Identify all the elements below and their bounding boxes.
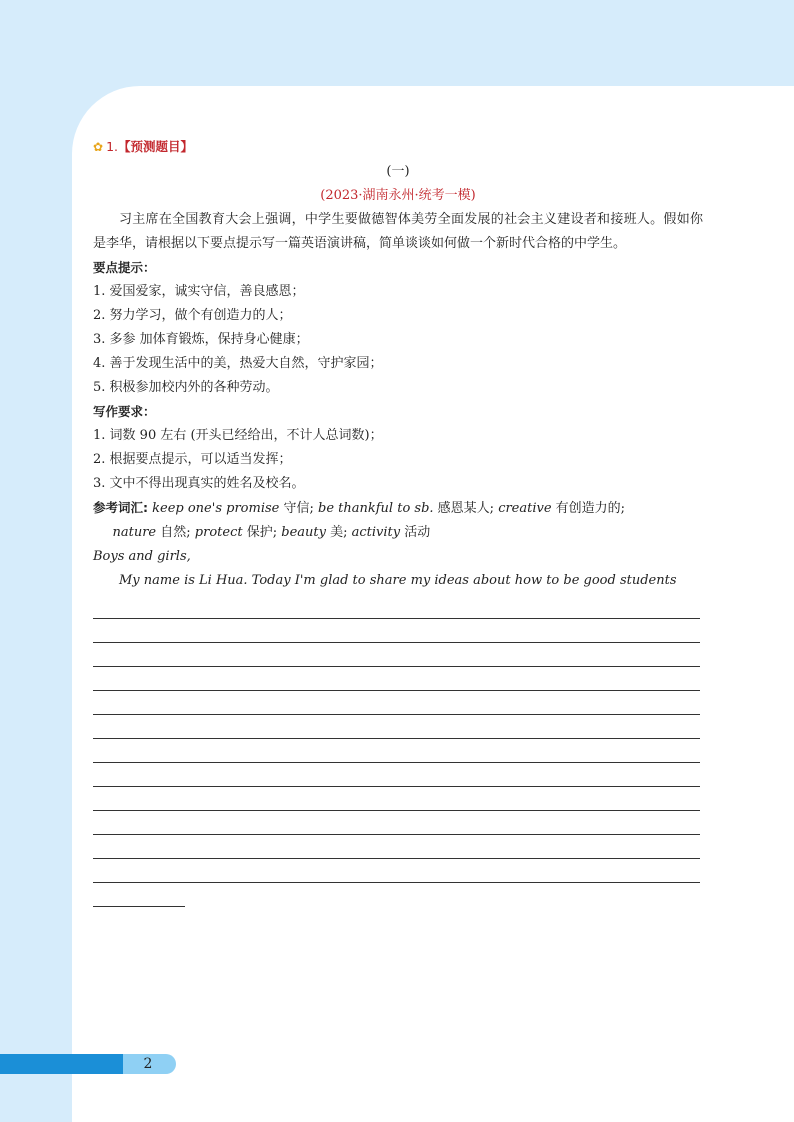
vocab-term: nature bbox=[112, 525, 157, 540]
vocab-term: creative bbox=[498, 501, 552, 516]
vocab-term: activity bbox=[351, 525, 401, 540]
greeting-text: Boys and girls, bbox=[93, 549, 191, 564]
vocab-term: keep one's promise bbox=[152, 501, 280, 516]
answer-line[interactable] bbox=[93, 619, 700, 643]
vocab-meaning: 活动 bbox=[400, 525, 431, 540]
point-item: 5. 积极参加校内外的各种劳动。 bbox=[93, 380, 279, 395]
vocab-term: protect bbox=[194, 525, 243, 540]
answer-line[interactable] bbox=[93, 859, 700, 883]
point-item: 1. 爱国爱家，诚实守信，善良感恩； bbox=[93, 284, 305, 299]
answer-line[interactable] bbox=[93, 643, 700, 667]
answer-line[interactable] bbox=[93, 763, 700, 787]
answer-line[interactable] bbox=[93, 691, 700, 715]
answer-line[interactable] bbox=[93, 811, 700, 835]
vocab-meaning: 自然; bbox=[156, 525, 195, 540]
vocab-line-1 bbox=[93, 496, 703, 521]
answer-line[interactable] bbox=[93, 787, 700, 811]
answer-lines[interactable] bbox=[93, 595, 703, 907]
vocab-meaning: 守信; bbox=[279, 501, 318, 516]
point-item: 2. 努力学习，做个有创造力的人； bbox=[93, 308, 292, 323]
section-label: (一) bbox=[386, 164, 410, 179]
answer-line[interactable] bbox=[93, 835, 700, 859]
vocab-term: beauty bbox=[281, 525, 326, 540]
vocab-meaning: 有创造力的; bbox=[551, 501, 626, 516]
question-tag: 【预测题目】 bbox=[118, 139, 194, 154]
opening-text: My name is Li Hua. Today I'm glad to share my ideas about how to be good students bbox=[119, 573, 677, 588]
point-item: 4. 善于发现生活中的美，热爱大自然，守护家园； bbox=[93, 356, 383, 371]
requirement-item: 1. 词数 90 左右 (开头已经给出，不计人总词数)； bbox=[93, 428, 383, 443]
star-icon: ✿ bbox=[93, 140, 104, 154]
answer-line[interactable] bbox=[93, 715, 700, 739]
question-number: 1. bbox=[106, 139, 118, 154]
vocab-line-2 bbox=[93, 521, 703, 545]
points-title: 要点提示： bbox=[93, 260, 156, 275]
vocab-meaning: 感恩某人; bbox=[433, 501, 499, 516]
point-item: 3. 多参 加体育锻炼，保持身心健康； bbox=[93, 332, 309, 347]
answer-line[interactable] bbox=[93, 739, 700, 763]
answer-line[interactable] bbox=[93, 595, 700, 619]
requirements-title: 写作要求： bbox=[93, 404, 156, 419]
requirement-item: 2. 根据要点提示，可以适当发挥； bbox=[93, 452, 292, 467]
requirement-item: 3. 文中不得出现真实的姓名及校名。 bbox=[93, 476, 305, 491]
vocab-meaning: 保护; bbox=[242, 525, 282, 540]
answer-line-end[interactable] bbox=[93, 883, 185, 907]
vocab-title: 参考词汇: bbox=[93, 500, 148, 515]
question-content bbox=[93, 136, 703, 907]
source-label: (2023·湖南永州·统考一模) bbox=[320, 188, 476, 203]
vocab-meaning: 美; bbox=[325, 525, 352, 540]
question-heading bbox=[93, 136, 703, 158]
answer-line[interactable] bbox=[93, 667, 700, 691]
page-number: 2 bbox=[143, 1056, 153, 1072]
vocab-term: be thankful to sb. bbox=[318, 501, 434, 516]
prompt-text: 习主席在全国教育大会上强调，中学生要做德智体美劳全面发展的社会主义建设者和接班人。假如你是李华，请根据以下要点提示写一篇英语演讲稿，简单谈谈如何做一个新时代合格的中学生。 bbox=[93, 212, 703, 251]
